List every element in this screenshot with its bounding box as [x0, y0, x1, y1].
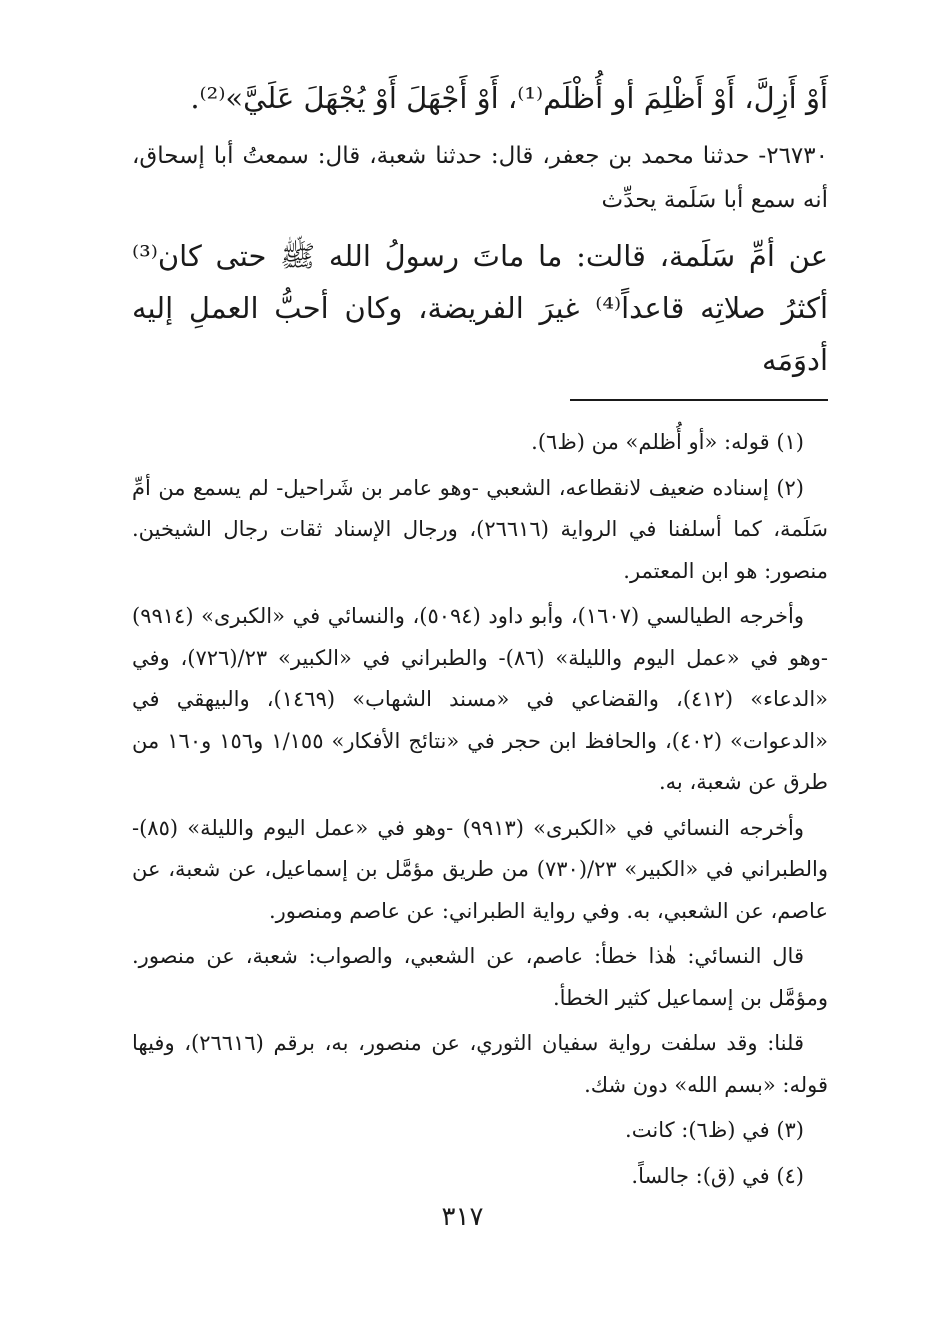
footnotes [132, 422, 828, 1201]
footnote-2-takhrij-2: وأخرجه النسائي في «الكبرى» (٩٩١٣) -وهو في «عمل اليوم والليلة» (٨٥)- والطبراني في «الكبير» ٢٣/(٧٣٠) من طريق مؤمَّل بن إسماعيل، عن شعبة، عن عاصم، عن الشعبي، به. وفي رواية الطبراني: عن عاصم ومنصور. [132, 815, 828, 923]
page-number: ٣١٧ [441, 1202, 484, 1232]
footnote-2-nasai-comment: قال النسائي: هٰذا خطأ: عاصم، عن الشعبي، والصواب: شعبة، عن منصور. ومؤمَّل بن إسماعيل كثير الخطأ. [132, 944, 828, 1010]
main-text [132, 72, 828, 386]
footnote-4: (٤) في (ق): جالساً. [631, 1163, 804, 1188]
footnote-2-takhrij: وأخرجه الطيالسي (١٦٠٧)، وأبو داود (٥٠٩٤)، والنسائي في «الكبرى» (٩٩١٤) -وهو في «عمل اليوم والليلة» (٨٦)- والطبراني في «الكبير» ٢٣/(٧٢٦)، وفي «الدعاء» (٤١٢)، والقضاعي في «مسند الشهاب» (١٤٦٩)، والبيهقي في «الدعوات» (٤٠٢)، والحافظ ابن حجر في «نتائج الأفكار» ١/١٥٥ و١٥٦ و١٦٠ من طرق عن شعبة، به. [132, 604, 829, 794]
footnote-separator [570, 399, 828, 401]
footnote-2-editors-note: قلنا: وقد سلفت رواية سفيان الثوري، عن منصور، به، برقم (٢٦٦١٦)، وفيها قوله: «بسم الله» دون شك. [132, 1031, 828, 1097]
footnote-2: (٢) إسناده ضعيف لانقطاعه، الشعبي -وهو عامر بن شَراحيل- لم يسمع من أمِّ سَلَمة، كما أسلفنا في الرواية (٢٦٦١٦)، ورجال الإسناد ثقات رجال الشيخين. منصور: هو ابن المعتمر. [132, 475, 828, 583]
footnote-3: (٣) في (ظ٦): كانت. [625, 1118, 804, 1142]
hadith-matn: عن أمِّ سَلَمة، قالت: ما ماتَ رسولُ الله ﷺ حتى كان⁽³⁾ أكثرُ صلاتِه قاعداً⁽⁴⁾ غيرَ الفريضة، وكان أحبُّ العملِ إليه أدوَمَه [132, 239, 828, 377]
main-text-continuation: أَوْ أَزِلَّ، أَوْ أَظْلِمَ أو أُظْلَم⁽¹⁾، أَوْ أَجْهَلَ أَوْ يُجْهَلَ عَلَيَّ»⁽²⁾. [190, 81, 828, 115]
footnote-1: (١) قوله: «أو أُظلم» من (ظ٦). [531, 430, 804, 454]
hadith-isnad: ٢٦٧٣٠- حدثنا محمد بن جعفر، قال: حدثنا شعبة، قال: سمعتُ أبا إسحاق، أنه سمع أبا سَلَمة يحدِّث [132, 143, 828, 213]
